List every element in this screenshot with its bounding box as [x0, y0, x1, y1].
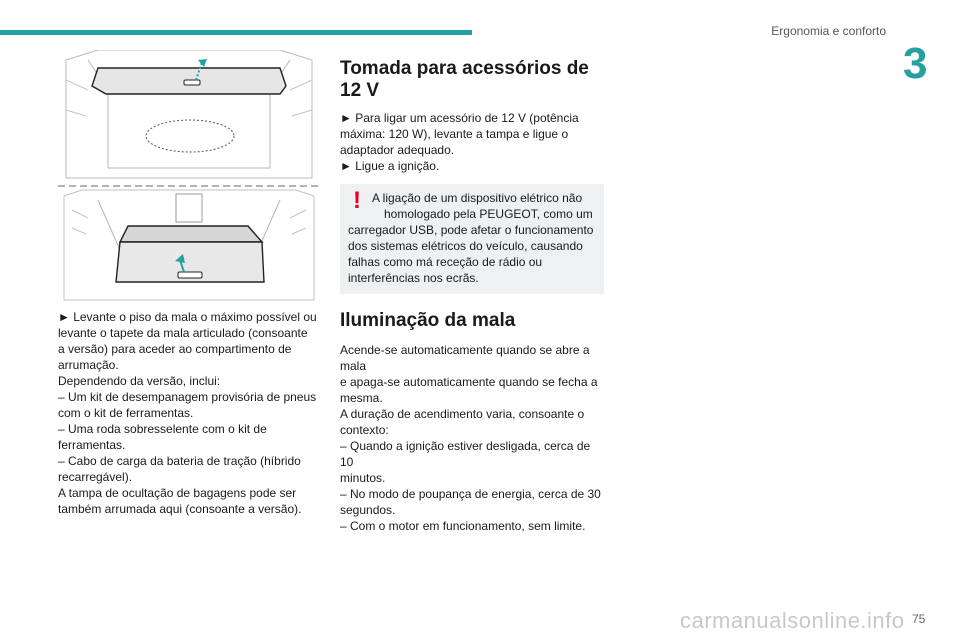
heading-line: Tomada para acessórios de: [340, 58, 589, 79]
text-line: máxima: 120 W), levante a tampa e ligue o: [340, 127, 569, 141]
spare-wheel-well: [146, 120, 234, 152]
text-line: arrumação.: [58, 358, 119, 372]
text-line: mesma.: [340, 391, 383, 405]
text-line: com o kit de ferramentas.: [58, 406, 194, 420]
warning-line: dos sistemas elétricos do veículo, causando: [348, 239, 583, 253]
text-line: – No modo de poupança de energia, cerca de 30: [340, 487, 601, 501]
accessory-socket-heading: [340, 58, 606, 102]
text-line: – Uma roda sobresselente com o kit de: [58, 422, 267, 436]
watermark: carmanualsonline.info: [680, 608, 905, 633]
warning-line: falhas como má receção de rádio ou: [348, 255, 543, 269]
heading-line: 12 V: [340, 80, 380, 101]
warning-line: interferências nos ecrãs.: [348, 271, 479, 285]
warning-line: homologado pela PEUGEOT, como um: [384, 207, 593, 221]
text-line: ► Levante o piso da mala o máximo possível ou: [58, 310, 317, 324]
text-line: recarregável).: [58, 470, 133, 484]
text-line: adaptador adequado.: [340, 143, 455, 157]
text-line: Acende-se automaticamente quando se abre a mala: [340, 343, 590, 373]
text-line: A duração de acendimento varia, consoante o: [340, 407, 585, 421]
section-name: Ergonomia e conforto: [771, 24, 886, 38]
lifted-boot-floor: [92, 68, 286, 94]
text-line: Dependendo da versão, inclui:: [58, 374, 221, 388]
warning-line: carregador USB, pode afetar o funcionamento: [348, 223, 594, 237]
text-line: – Um kit de desempanagem provisória de pneus: [58, 390, 317, 404]
boot-floor-illustration: [58, 50, 320, 302]
text-line: levante o tapete da mala articulado (consoante: [58, 326, 308, 340]
text-line: – Com o motor em funcionamento, sem limite.: [340, 519, 586, 533]
text-line: também arrumada aqui (consoante a versão).: [58, 502, 302, 516]
text-line: – Cabo de carga da bateria de tração (híbrido: [58, 454, 301, 468]
warning-box: [340, 184, 604, 294]
chapter-number: 3: [903, 39, 928, 88]
page-number: 75: [912, 612, 926, 626]
warning-line: A ligação de um dispositivo elétrico não: [372, 191, 583, 205]
text-line: contexto:: [340, 423, 389, 437]
exclamation-warning-icon: !: [353, 187, 361, 214]
boot-lighting-heading: Iluminação da mala: [340, 310, 516, 331]
text-line: – Quando a ignição estiver desligada, cerca de 10: [340, 439, 591, 469]
text-line: segundos.: [340, 503, 396, 517]
left-column-text: [58, 309, 320, 517]
text-line: A tampa de ocultação de bagagens pode ser: [58, 486, 297, 500]
text-line: ► Ligue a ignição.: [340, 159, 440, 173]
text-line: ferramentas.: [58, 438, 126, 452]
text-line: a versão) para aceder ao compartimento de: [58, 342, 292, 356]
right-column-text: [340, 58, 606, 534]
text-line: minutos.: [340, 471, 386, 485]
header-accent-bar: [0, 30, 472, 35]
text-line: ► Para ligar um acessório de 12 V (potência: [340, 111, 579, 125]
text-line: e apaga-se automaticamente quando se fecha a: [340, 375, 598, 389]
articulated-boot-mat: [116, 226, 264, 282]
